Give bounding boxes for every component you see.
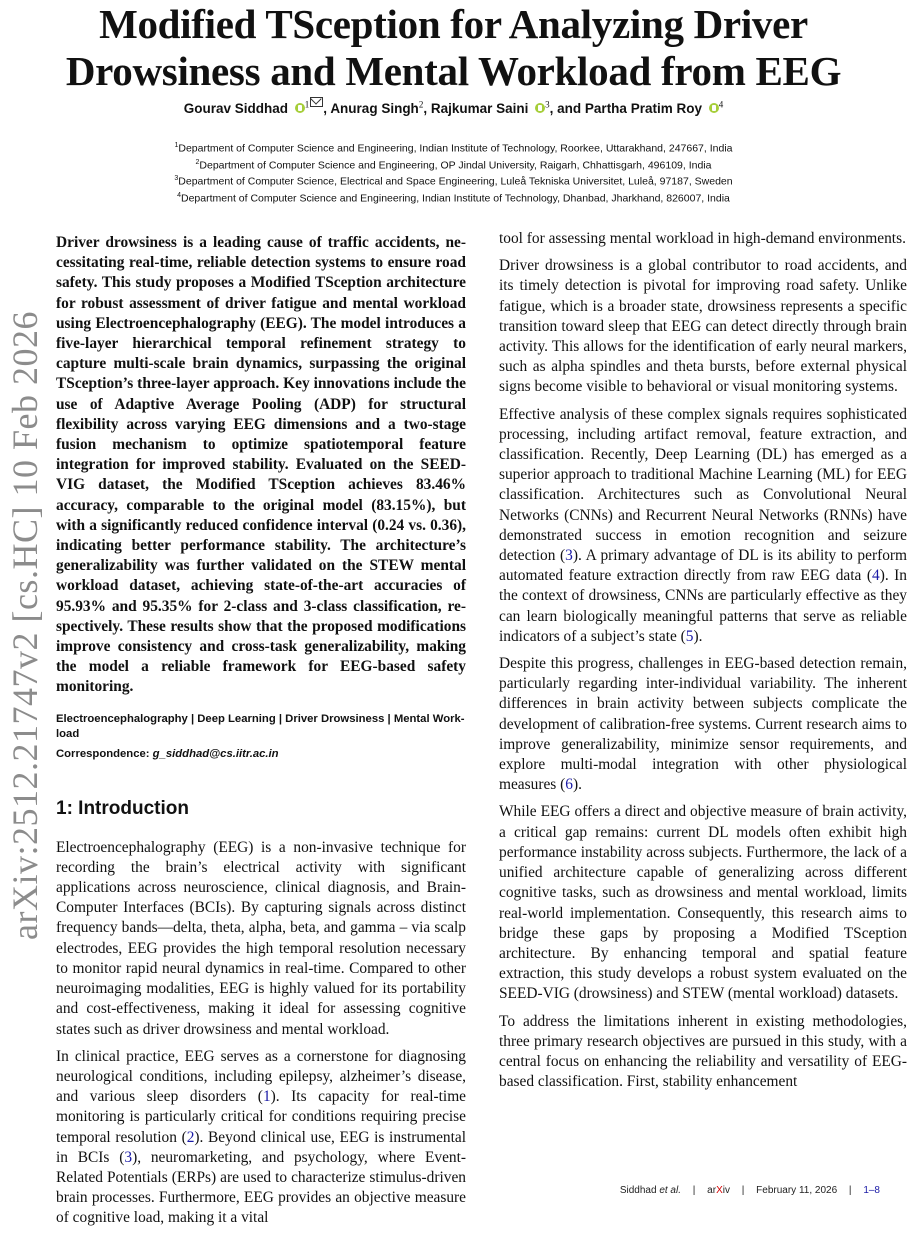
introduction-right-body — [499, 229, 907, 1092]
footer-separator: | — [692, 1185, 696, 1196]
left-column — [56, 233, 466, 1236]
affiliation-item: $^1$Department of Computer Science and Engineering, Indian Institute of Technology, Roorkee, Uttarakhand, 247667, India — [174, 142, 733, 155]
section-heading-introduction: 1: Introduction — [56, 797, 189, 819]
orcid-icon[interactable] — [709, 103, 719, 113]
body-paragraph: Driver drowsiness is a global contributor to road accidents, and its timely detection is pivotal for improving road safety. Unlike fatigue, which is a broader state, drowsiness represents a specific transition toward sleep that EEG can detect directly through brain activity. This allows for the identification of early neural markers, such as alpha spindles and theta bursts, before external physical signs become visible to behavioral or visual monitoring systems. — [499, 257, 907, 396]
arxiv-identifier-stamp[interactable]: arXiv:2512.21747v2 [cs.HC] 10 Feb 2026 — [5, 311, 45, 940]
body-paragraph: Despite this progress, challenges in EEG-based detection remain, particularly regarding inter-individual variability. The inherent differences in brain activity between subjects complicate the development of calibration-free systems. Current research aims to improve generalizability, minimize sensor requirements, and explore multi-modal integration with other physiological measures (6). — [499, 655, 907, 794]
footer-etal: et al. — [659, 1185, 681, 1196]
right-column — [499, 229, 907, 1099]
paper-title — [0, 0, 907, 95]
orcid-icon[interactable] — [535, 103, 545, 113]
citation-link[interactable]: 1 — [262, 1088, 271, 1106]
citation-link[interactable]: 3 — [124, 1148, 133, 1166]
page-footer — [620, 1185, 880, 1196]
footer-author: Siddhad — [619, 1185, 660, 1196]
affiliation-item: $^4$Department of Computer Science and Engineering, Indian Institute of Technology, Dhanbad, Jharkhand, 826007, India — [177, 191, 730, 204]
body-paragraph: Effective analysis of these complex signals requires sophisticated processing, including artifact removal, feature extraction, and classification. Recently, Deep Learning (DL) has emerged as a superior approach to traditional Machine Learning (ML) for EEG classification. Architectures such as Convolutional Neural Networks (CNNs) and Recurrent Neural Networks (RNNs) have demonstrated success in emotion recognition and seizure detection (3). A primary advantage of DL is its ability to perform automated feature extraction directly from raw EEG data (4). In the context of drowsiness, CNNs are particularly effective as they can learn biologically meaningful patterns that serve as reliable indicators of a subject’s state (5). — [499, 405, 907, 645]
body-paragraph: To address the limitations inherent in existing methodologies, three primary research objectives are pursued in this study, with a central focus on enhancing the reliability and versatility of EEG-based classification. First, stability enhancement — [499, 1012, 907, 1091]
footer-page-range-link[interactable]: 1–8 — [863, 1185, 880, 1196]
author-name[interactable]: Partha Pratim Roy — [584, 101, 702, 116]
body-paragraph: While EEG offers a direct and objective measure of brain activity, a critical gap remains: current DL models often exhibit high performance instability across subjects. Furthermore, the lack of a unified architecture capable of generalizing across different cognitive tasks, such as drowsiness and mental workload, limits real-world implementation. Consequently, this research aims to bridge these gaps by proposing a Modified TSception architecture. By enhancing temporal and spatial feature extraction, this study develops a robust system evaluated on the SEED-VIG (drowsiness) and STEW (mental workload) datasets. — [499, 803, 907, 1003]
affiliation-marker: 1 — [304, 99, 310, 110]
introduction-left-body — [56, 838, 466, 1229]
affiliations — [0, 139, 907, 205]
citation-link[interactable]: 5 — [685, 627, 694, 645]
affiliation-marker: 3 — [545, 99, 550, 110]
body-paragraph: In clinical practice, EEG serves as a cornerstone for diagnosing neurological conditions, including epilepsy, alzheimer’s disease, and various sleep disorders (1). Its capacity for real-time monitoring is particularly critical for conditions requiring precise temporal resolution (2). Beyond clinical use, EEG is instrumental in BCIs (3), neuromarketing, and psychology, where Event-Related Potentials (ERPs) are used to characterize stimulus-driven brain processes. Furthermore, EEG provides an objective measure of cognitive load, making it a vital — [56, 1047, 467, 1227]
keywords: Electroencephalography | Deep Learning | Driver Drowsiness | Mental Workload — [56, 712, 465, 740]
body-paragraph: tool for assessing mental workload in high-demand environments. — [499, 230, 906, 247]
citation-link[interactable]: 4 — [871, 567, 880, 585]
title-line-2: Drowsiness and Mental Workload from EEG — [65, 48, 842, 94]
author-list: Gourav Siddhad $^1$ , Anurag Singh$^2$, Rajkumar Saini $^3$, and Partha Pratim Roy $^4$ — [0, 97, 907, 116]
footer-date: February 11, 2026 — [756, 1185, 838, 1196]
citation-link[interactable]: 6 — [565, 776, 573, 794]
author-name[interactable]: Gourav Siddhad — [183, 101, 289, 116]
title-line-1: Modified TSception for Analyzing Driver — [99, 1, 808, 47]
correspondence-label: Correspondence: — [56, 747, 153, 760]
author-conjunction: and — [557, 101, 585, 116]
footer-separator: | — [741, 1185, 745, 1196]
affiliation-item: $^3$Department of Computer Science, Electrical and Space Engineering, Luleå Tekniska Universitet, Luleå, 97187, Sweden — [174, 175, 733, 188]
footer-separator: | — [848, 1185, 852, 1196]
envelope-icon[interactable] — [310, 97, 323, 107]
author-name[interactable]: Rajkumar Saini — [430, 101, 529, 116]
citation-link[interactable]: 3 — [565, 547, 573, 565]
footer-venue: arXiv — [707, 1185, 730, 1196]
author-name[interactable]: Anurag Singh — [330, 101, 419, 116]
correspondence — [56, 747, 466, 762]
affiliation-marker: 2 — [418, 99, 424, 110]
body-paragraph: Electroencephalography (EEG) is a non-invasive technique for recording the brain’s electrical activity with significant applications across neuroscience, clinical diagnosis, and Brain-Computer Interfaces (BCIs). By capturing signals across distinct frequency bands—delta, theta, alpha, beta, and gamma – via scalp electrodes, EEG provides the high temporal resolution necessary to monitor rapid neural dynamics in real-time. Compared to other neuroimaging modalities, EEG is highly valued for its portability and cost-effectiveness, making it ideal for assessing cognitive states such as driver drowsiness and mental workload. — [56, 838, 466, 1038]
correspondence-email-link[interactable]: g_siddhad@cs.iitr.ac.in — [152, 747, 279, 760]
abstract: Driver drowsiness is a leading cause of traffic accidents, necessitating real-time, reliable detection systems to ensure road safety. This study proposes a Modified TSception architecture for robust assessment of driver fatigue and mental workload using Electroencephalography (EEG). The model introduces a five-layer hierarchical temporal refinement strategy to capture multi-scale brain dynamics, surpassing the original TSception’s three-layer approach. Key innovations include the use of Adaptive Average Pooling (ADP) for structural flexibility across varying EEG dimensions and a two-stage fusion mechanism to optimize spatiotemporal feature integration for improved stability. Evaluated on the SEED-VIG dataset, the Modified TSception achieves 83.46% accuracy, comparable to the original model (83.15%), but with a significantly reduced confidence interval (0.24 vs. 0.36), indicating better performance stability. The architecture’s generalizability was further validated on the STEW mental workload dataset, achieving state-of-the-art accuracies of 95.93% and 95.35% for 2-class and 3-class classification, respectively. These results show that the proposed modifications improve consistency and cross-task generalizability, making the model a reliable framework for EEG-based safety monitoring. — [56, 234, 466, 696]
affiliation-marker: 4 — [718, 99, 724, 110]
orcid-icon[interactable] — [295, 103, 305, 113]
citation-link[interactable]: 2 — [186, 1128, 195, 1146]
affiliation-item: $^2$Department of Computer Science and Engineering, OP Jindal University, Raigarh, Chhattisgarh, 496109, India — [195, 158, 712, 171]
